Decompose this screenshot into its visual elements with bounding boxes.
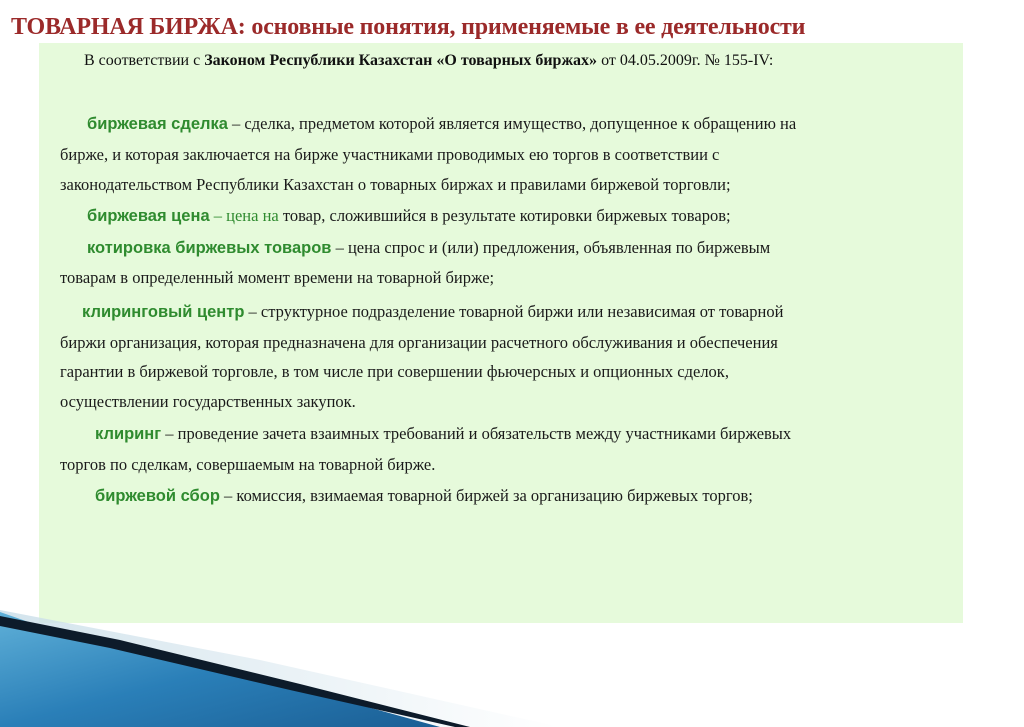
law-name: Законом Республики Казахстан «О товарных биржах» [204, 52, 598, 69]
deal-line-3: законодательством Республики Казахстан о товарных биржах и правилами биржевой торговли; [60, 175, 731, 194]
deal-line-2: бирже, и которая заключается на бирже участниками проводимых ею торгов в соответствии с [60, 145, 720, 164]
intro-line: В соответствии с Законом Республики Казахстан «О товарных биржах» от 04.05.2009г. № 155-IV: [84, 52, 774, 69]
quote-line-1: котировка биржевых товаров – цена спрос и (или) предложения, объявленная по биржевым [87, 238, 771, 257]
clearing-center-line-2: биржи организация, которая предназначена для организации расчетного обслуживания и обеспечения [60, 333, 778, 352]
term-deal: биржевая сделка [87, 115, 228, 133]
clearing-center-line-3: гарантии в биржевой торговле, в том числе при совершении фьючерсных и опционных сделок, [60, 362, 729, 381]
clearing-line-2: торгов по сделкам, совершаемым на товарной бирже. [60, 455, 436, 474]
deal-line-1: биржевая сделка – сделка, предметом которой является имущество, допущенное к обращению на [87, 114, 797, 133]
fee-line: биржевой сбор – комиссия, взимаемая товарной биржей за организацию биржевых торгов; [95, 486, 753, 505]
quote-line-2: товарам в определенный момент времени на товарной бирже; [60, 268, 495, 287]
title-rest: : основные понятия, применяемые в ее деятельности [237, 14, 806, 40]
term-price: биржевая цена [87, 207, 210, 225]
term-fee: биржевой сбор [95, 487, 220, 505]
term-clearing: клиринг [95, 425, 162, 443]
clearing-center-line-4: осуществлении государственных закупок. [60, 392, 356, 411]
price-line: биржевая цена – цена на товар, сложившийся в результате котировки биржевых товаров; [87, 206, 731, 225]
clearing-line-1: клиринг – проведение зачета взаимных требований и обязательств между участниками биржевых [95, 424, 792, 443]
term-quote: котировка биржевых товаров [87, 239, 332, 257]
title-main: ТОВАРНАЯ БИРЖА [11, 14, 238, 40]
term-clearing-center: клиринговый центр [82, 303, 245, 321]
clearing-center-line-1: клиринговый центр – структурное подразделение товарной биржи или независимая от товарной [82, 302, 784, 321]
